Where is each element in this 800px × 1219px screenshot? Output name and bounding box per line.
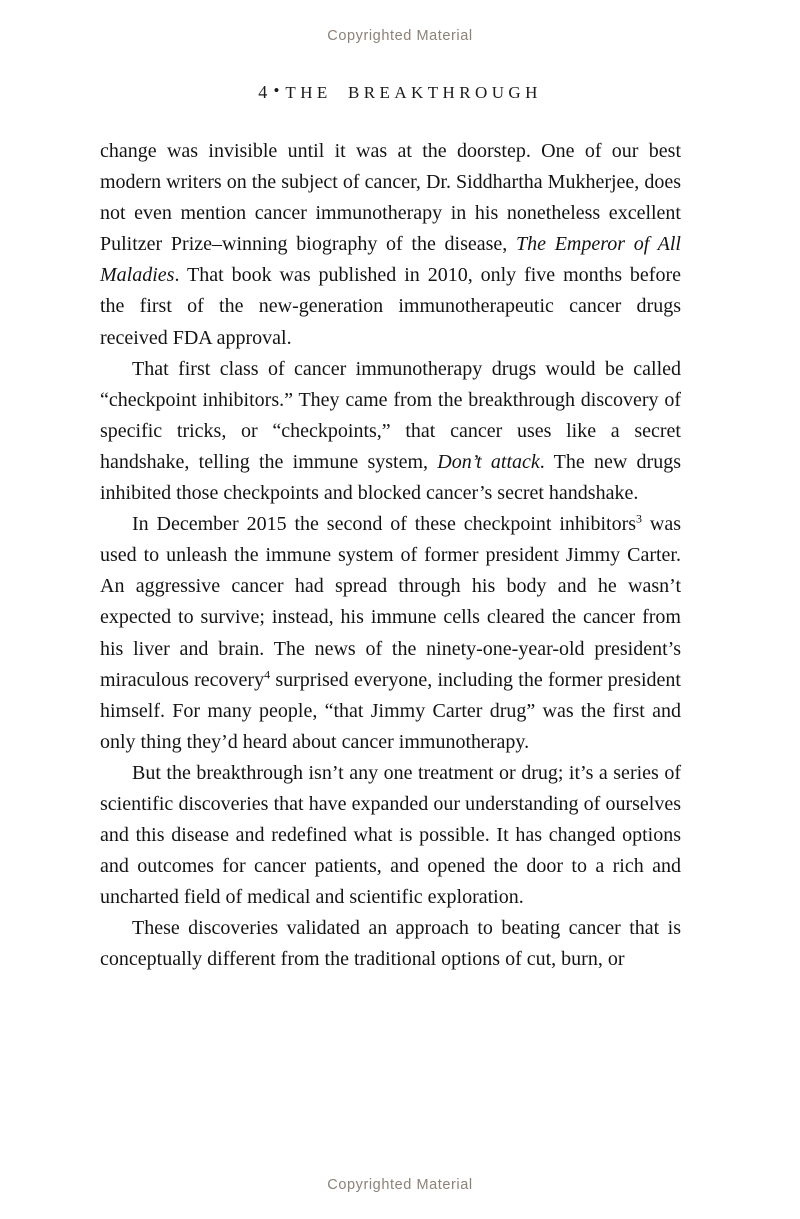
text-segment: surprised everyone, including the former president himself. For many people, “that Jimmy Carter drug” was the first and only thing they’d heard about cancer immunotherapy. bbox=[100, 668, 681, 753]
text-segment: These discoveries validated an approach to beating cancer that is conceptually different from the traditional options of cut, burn, or bbox=[100, 917, 681, 971]
paragraph bbox=[100, 354, 681, 509]
chapter-title: THE BREAKTHROUGH bbox=[285, 83, 542, 102]
paragraph bbox=[100, 758, 681, 913]
text-segment: . That book was published in 2010, only five months before the first of the new-generation immunotherapeutic cancer drugs received FDA approval. bbox=[100, 264, 681, 349]
copyright-watermark-top: Copyrighted Material bbox=[327, 28, 473, 44]
paragraph bbox=[100, 509, 681, 758]
footnote-reference: 3 bbox=[636, 511, 643, 526]
header-separator-dot: • bbox=[273, 81, 286, 100]
copyright-watermark-bottom: Copyrighted Material bbox=[327, 1177, 473, 1193]
text-segment: But the breakthrough isn’t any one treatment or drug; it’s a series of scientific discoveries that have expanded our understanding of ourselves and this disease and redefined what is possible. It has changed options and outcomes for cancer patients, and opened the door to a rich and uncharted field of medical and scientific exploration. bbox=[100, 761, 681, 909]
text-segment: change was invisible until it was at the doorstep. One of our best modern writers on the subject of cancer, Dr. Siddhartha Mukherjee, does not even mention cancer immunotherapy in his nonetheless excellent Pulitzer Prize–winning biography of the disease, bbox=[100, 140, 681, 256]
page-number: 4 bbox=[258, 82, 274, 102]
text-segment: That first class of cancer immunotherapy drugs would be called “checkpoint inhibitors.” They came from the breakthrough discovery of specific tricks, or “checkpoints,” that cancer uses like a secret handshake, telling the immune system, bbox=[100, 357, 681, 473]
paragraph bbox=[100, 136, 681, 354]
text-segment: . The new drugs inhibited those checkpoints and blocked cancer’s secret handshake. bbox=[100, 450, 682, 505]
footnote-reference: 4 bbox=[264, 666, 271, 681]
paragraph bbox=[100, 913, 681, 975]
running-head bbox=[0, 82, 800, 103]
text-segment: was used to unleash the immune system of former president Jimmy Carter. An aggressive cancer had spread through his body and he wasn’t expected to survive; instead, his immune cells cleared the cancer from his liver and brain. The news of the ninety-one-year-old president’s miraculous recovery bbox=[100, 513, 681, 691]
italic-text: Don’t attack bbox=[437, 450, 540, 473]
text-segment: In December 2015 the second of these checkpoint inhibitors bbox=[132, 513, 637, 536]
italic-text: The Emperor of All Maladies bbox=[100, 233, 681, 287]
body-text bbox=[100, 136, 681, 976]
